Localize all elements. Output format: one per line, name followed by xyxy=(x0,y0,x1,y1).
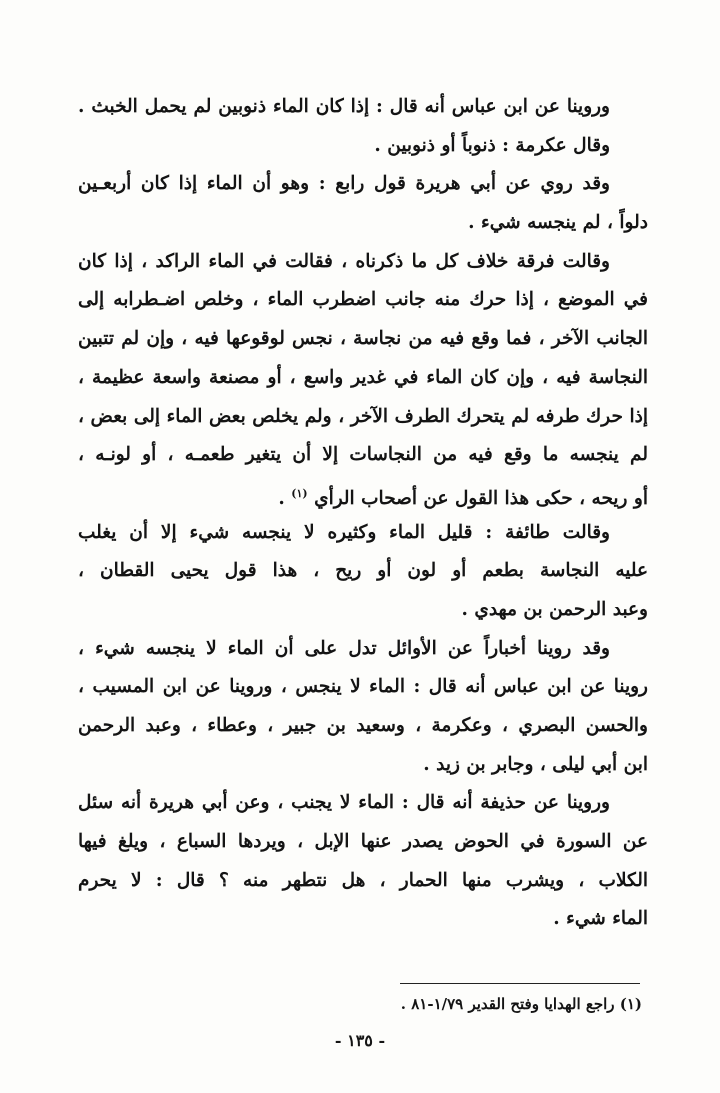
text-line: وروينا عن ابن عباس أنه قال : إذا كان الماء ذنوبين لم يحمل الخبث . xyxy=(78,96,610,117)
text-line: النجاسة فيه ، وإن كان الماء في غدير واسع ، أو مصنعة واسعة عظيمة ، xyxy=(78,366,648,388)
text-line: في الموضع ، إذا حرك منه جانب اضطرب الماء ، وخلص اضـطرابه إلى xyxy=(78,289,648,311)
footnote-reference: (١) xyxy=(291,486,308,500)
text-line-with-footnote xyxy=(78,475,648,514)
text-line: روينا عن ابن عباس أنه قال : الماء لا ينجس ، وروينا عن ابن المسيب ، xyxy=(78,676,648,698)
text-line: وقالت طائفة : قليل الماء وكثيره لا ينجسه شيء إلا أن يغلب xyxy=(78,521,610,543)
text-line: والحسن البصري ، وعكرمة ، وسعيد بن جبير ، وعطاء ، وعبد الرحمن xyxy=(78,715,648,736)
footnote-divider xyxy=(400,983,640,984)
text-line: الجانب الآخر ، فما وقع فيه من نجاسة ، نجس لوقوعها فيه ، وإن لم تتبين xyxy=(78,328,648,350)
main-text xyxy=(78,88,648,939)
text-line: الماء شيء . xyxy=(553,908,648,930)
text-line: وعبد الرحمن بن مهدي . xyxy=(461,598,648,620)
text-line: دلواً ، لم ينجسه شيء . xyxy=(468,212,648,234)
text-line: وقد روي عن أبي هريرة قول رابع : وهو أن الماء إذا كان أربعـين xyxy=(78,173,610,195)
text-line: وروينا عن حذيفة أنه قال : الماء لا يجنب ، وعن أبي هريرة أنه سئل xyxy=(78,792,610,814)
text-line-tail: . xyxy=(278,488,285,510)
text-line: عن السورة في الحوض يصدر عنها الإبل ، ويردها السباع ، ويلغ فيها xyxy=(78,831,648,853)
footnote: (١) راجع الهدايا وفتح القدير ١/٧٩-٨١ . xyxy=(400,995,642,1013)
text-line: إذا حرك طرفه لم يتحرك الطرف الآخر ، ولم يخلص بعض الماء إلى بعض ، xyxy=(78,405,648,427)
text-line: وقالت فرقة خلاف كل ما ذكرناه ، فقالت في الماء الراكد ، إذا كان xyxy=(78,250,610,272)
text-line: الكلاب ، ويشرب منها الحمار ، هل نتطهر منه ؟ قال : لا يحرم xyxy=(78,869,648,891)
text-line: ابن أبي ليلى ، وجابر بن زيد . xyxy=(423,753,648,775)
page-number: - ١٣٥ - xyxy=(334,1031,386,1050)
text-line: لم ينجسه ما وقع فيه من النجاسات إلا أن يتغير طعمـه ، أو لونـه ، xyxy=(78,444,648,466)
text-line: أو ريحه ، حكى هذا القول عن أصحاب الرأي xyxy=(314,488,648,510)
text-line: وقال عكرمة : ذنوباً أو ذنوبين . xyxy=(374,134,610,156)
text-line: وقد روينا أخباراً عن الأوائل تدل على أن الماء لا ينجسه شيء ، xyxy=(78,637,610,659)
text-line: عليه النجاسة بطعم أو لون أو ريح ، هذا قول يحيى القطان ، xyxy=(78,560,648,582)
